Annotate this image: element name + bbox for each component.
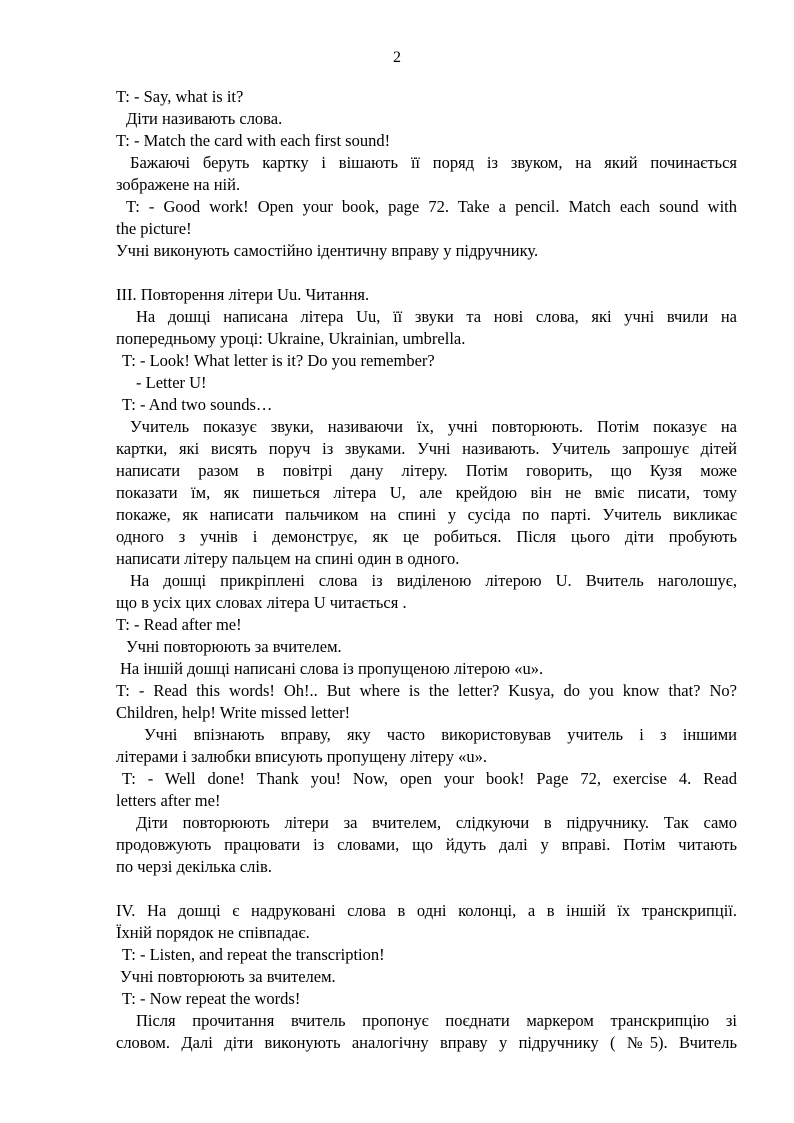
text-line: Учитель показує звуки, називаючи їх, учні повторюють. Потім показує на	[130, 417, 737, 436]
text-line: Діти називають слова.	[126, 109, 283, 128]
text-line: одного з учнів і демонструє, як це робиться. Після цього діти пробують	[116, 527, 737, 546]
text-line: написати разом в повітрі дану літеру. Потім говорить, що Кузя може	[116, 461, 737, 480]
text-line: Діти повторюють літери за вчителем, слідкуючи в підручнику. Так само	[136, 813, 737, 832]
text-line: T: - Good work! Open your book, page 72. Take a pencil. Match each sound with	[126, 197, 737, 216]
text-line: Учні впізнають вправу, яку часто використовував учитель і з іншими	[144, 725, 737, 744]
text-line: літерами і залюбки вписують пропущену літеру «u».	[116, 747, 488, 766]
text-line: продовжують працювати із словами, що йдуть далі у вправі. Потім читають	[116, 835, 737, 854]
text-line: T: - Read after me!	[116, 615, 242, 634]
text-line: T: - Read this words! Oh!.. But where is the letter? Kusya, do you know that? No?	[116, 681, 737, 700]
text-line: словом. Далі діти виконують аналогічну вправу у підручнику ( №5). Вчитель	[116, 1033, 737, 1052]
text-line: показати їм, як пишеться літера U, але крейдою він не вміє писати, тому	[116, 483, 737, 502]
section-heading: ІІІ. Повторення літери Uu. Читання.	[116, 285, 370, 304]
text-line: T: - Well done! Thank you! Now, open your book! Page 72, exercise 4. Read	[122, 769, 737, 788]
text-line: На дошці прикріплені слова із виділеною літерою U. Вчитель наголошує,	[130, 571, 737, 590]
text-line: Учні виконують самостійно ідентичну вправу у підручнику.	[116, 241, 539, 260]
text-line: Після прочитання вчитель пропонує поєднати маркером транскрипцію зі	[136, 1011, 737, 1030]
text-line: покаже, як написати пальчиком на спині у сусіда по парті. Учитель викликає	[116, 505, 737, 524]
text-line: картки, які висять поруч із звуками. Учні називають. Учитель запрошує дітей	[116, 439, 737, 458]
text-line: що в усіх цих словах літера U читається .	[116, 593, 407, 612]
text-line: по черзі декілька слів.	[116, 857, 272, 876]
text-line: T: - Look! What letter is it? Do you remember?	[122, 351, 435, 370]
document-body	[116, 86, 737, 1054]
text-line: зображене на ній.	[116, 175, 241, 194]
text-line: Бажаючі беруть картку і вішають її поряд із звуком, на який починається	[130, 153, 737, 172]
text-line: Їхній порядок не співпадає.	[116, 923, 310, 942]
text-line: Учні повторюють за вчителем.	[120, 967, 336, 986]
page-number: 2	[393, 49, 401, 66]
text-line: - Letter U!	[136, 373, 207, 392]
text-line: T: - Say, what is it?	[116, 87, 244, 106]
text-line: T: - Match the card with each first sound!	[116, 131, 391, 150]
text-line: T: - And two sounds…	[122, 395, 273, 414]
text-line: написати літеру пальцем на спині один в одного.	[116, 549, 460, 568]
text-line: попередньому уроці: Ukraine, Ukrainian, umbrella.	[116, 329, 466, 348]
text-line: На дошці написана літера Uu, її звуки та нові слова, які учні вчили на	[136, 307, 737, 326]
paragraph-gap	[116, 262, 737, 284]
text-line: letters after me!	[116, 791, 221, 810]
text-line: Учні повторюють за вчителем.	[126, 637, 342, 656]
paragraph-gap	[116, 878, 737, 900]
section-heading: IV. На дошці є надруковані слова в одні колонці, а в іншій їх транскрипції.	[116, 901, 737, 920]
text-line: T: - Now repeat the words!	[122, 989, 301, 1008]
text-line: T: - Listen, and repeat the transcription!	[122, 945, 385, 964]
text-line: На іншій дошці написані слова із пропущеною літерою «u».	[120, 659, 544, 678]
text-line: Children, help! Write missed letter!	[116, 703, 351, 722]
text-line: the picture!	[116, 219, 192, 238]
